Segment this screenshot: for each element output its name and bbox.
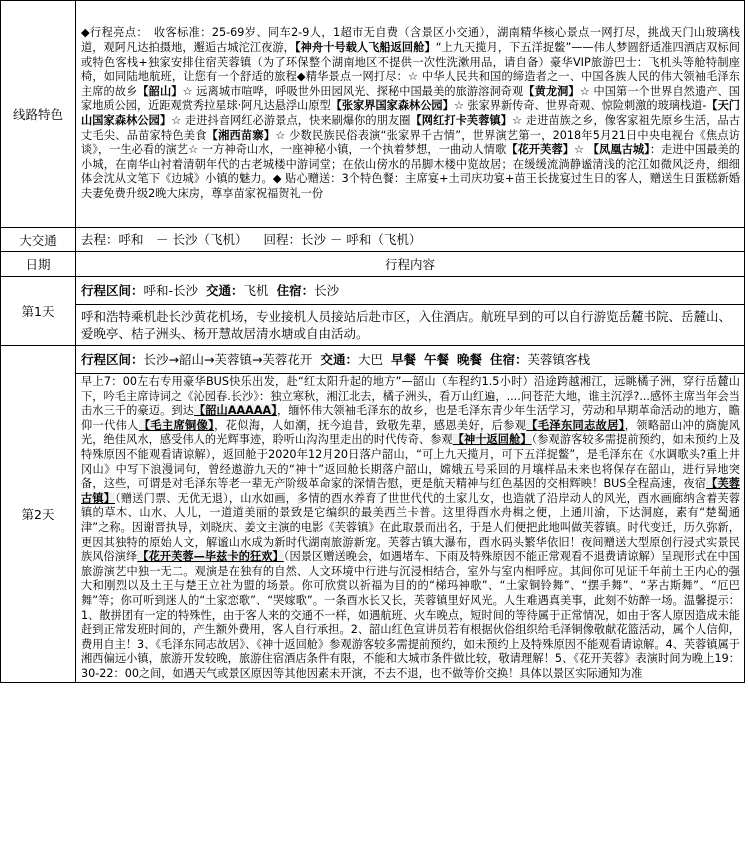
highlight-shaoshan: 【韶山】 <box>137 84 183 98</box>
highlight-miaozhai: 【湘西苗寨】 <box>206 128 276 142</box>
header-row <box>1 252 745 277</box>
itinerary-header: 行程内容 <box>76 252 745 277</box>
day2-label: 第2天 <box>1 346 76 683</box>
date-header: 日期 <box>1 252 76 277</box>
transport-content <box>76 228 745 252</box>
day1-desc: 呼和浩特乘机赴长沙黄花机场，专业接机人员接站后赴市区，入住酒店。航班早到的可以自行游览岳麓书院、岳麓山、爱晚亭、桔子洲头、杨开慧故居清水塘或自由活动。 <box>76 305 745 346</box>
features-content: ◆行程亮点： 收客标准：25-69岁、同车2-9人，1超市无自费（含景区小交通），湖南精华核心景点一网打尽，挑战天门山玻璃栈道，观阿凡达拍摄地，邂逅古城沱江夜游，【神舟十号载人飞船返回舱】“上九天揽月，下五洋捉鳖”——伟人梦圆舒适准四酒店双标间或特色客栈+独家安排住宿芙蓉镇（为了环保整个湖南地区不提供一次性洗漱用品，请自备）豪华VIP旅游巴士：飞机头等舱特制座椅，如同陆地航班，让您有一个舒适的旅程◆精华景点一网打尽：☆ 中华人民共和国的缔造者之一、中国各族人民的伟大领袖毛泽东主席的故乡【韶山】☆ 远离城市喧哗，呼吸世外田园风光、探秘中国最美的旅游溶洞奇观【黄龙洞】☆ 中国第一个世界自然遗产、国家地质公园，近距观赏秀拉星球·阿凡达悬浮山原型【张家界国家森林公园】☆ 张家界新传奇、世界奇观、惊险刺激的玻璃栈道-【天门山国家森林公园】☆ 走进抖音网红必游景点，快来刷爆你的朋友圈【网红打卡芙蓉镇】☆ 走进苗族之乡，像客家祖先原乡生活，品古丈毛尖、品苗家特色美食【湘西苗寨】☆ 少数民族民俗表演“张家界千古情”，世界演艺第一，2018年5月21日中央电视台《焦点访谈》，一生必看的演艺☆ 一方神奇山水，一座神秘小镇，一个执着梦想，一曲动人情歌【花开芙蓉】☆ 【凤凰古城】：走进中国最美的小城，在南华山衬着清朝年代的古老城楼中游词堂；在依山傍水的吊脚木楼中览故居；在缓缓流淌静谧清浅的沱江如微风泛舟，细细体会沈从文笔下《边城》小镇的魅力。◆ 贴心赠送：3个特色餐：主席宴+土司庆功宴+苗王长拢宴过生日的客人，赠送生日蛋糕新婚夫妻免费升级2晚大床房，尊享苗家祝福贺礼一份 <box>76 1 745 228</box>
transport-back: 回程：长沙 － 呼和（飞机） <box>263 232 422 247</box>
day2-desc: 早上7：00左右专用豪华BUS快乐出发，赴“红太阳升起的地方”—韶山（车程约1.5小时）沿途跨越湘江，远眺橘子洲，穿行岳麓山下，吟毛主席诗词之《沁园春.长沙》：独立寒秋，湘江北去，橘子洲头，看万山红遍，....问苍茫大地，谁主沉浮?...感怀主席当年会当击水三千的豪迈。到达【韶山AAAAA】，缅怀伟大领袖毛泽东的故乡，也是毛泽东青少年生活学习，劳动和早期革命活动的地方，瞻仰一代伟人【毛主席铜像】，花似海，人如潮，抚今追昔，致敬先辈，感恩美好，后参观【毛泽东同志故居】，领略韶山冲的旖旎风光，绝佳风水，感受伟人的光辉事迹，聆听山沟沟里走出的时代传奇、参观【神十返回舱】（参观游客较多需提前预约，如未预约上及特殊原因不能观看请谅解），返回舱于2020年12月20日落户韶山，“可上九天揽月，可下五洋捉鳖”，是毛泽东在《水调歌头?重上井冈山》中写下浪漫词句，曾经遨游九天的“神十”返回舱长期落户韶山，嫦娥五号采回的月壤样品未来也将保存在韶山，进行异地突备，这些，可谓是对毛泽东等老一辈无产阶级革命家的深情告慰，更是航天精神与红色基因的交相辉映！BUS全程高速，夜宿【芙蓉古镇】（赠送门票、无优无退），山水如画，多情的酉水养育了世世代代的土家儿女，也造就了沿岸动人的风光，酉水画廊纳含着芙蓉镇的草木、山水、人儿，一道道美丽的景致是它编织的最美西兰卡普。这里得酉水舟楫之便，上通川渝，下达洞庭，素有“楚蜀通津”之称。因谢晋执导，刘晓庆、姜文主演的电影《芙蓉镇》在此取景而出名，于是人们便把此地叫做芙蓉镇。时代变迁，历久弥新，更因其独特的原始人文，解谧山水成为新时代湖南旅游新宠。芙蓉古镇大瀑布，酉水码头繁华依旧！夜间赠送大型原创行浸式实景民族风俗演绎【花开芙蓉—毕兹卡的狂欢】（因景区赠送晚会，如遇堵车、下雨及特殊原因不能正常观看不退费请谅解）呈现形式在中国旅游演艺中独一无二。观演是在独有的自然、人文环境中行进与沉浸相结合，室外与室内相呼应。其间你可见证千年前土王内心的强大和刚烈以及土王与楚王立社为盟的场景。你可欣赏以祈福为目的的“梯玛神歌”、“土家铜铃舞”、“摆手舞”、“茅古斯舞”、“厄巴舞”等；你可听到迷人的“土家恋歌”、“哭嫁歌”。一条酉水长又长，芙蓉镇里好风光。人生难遇真美事，此刻不妨醉一场。温馨提示：1、散拼团有一定的特殊性，由于客人来的交通不一样，如遇航班、火车晚点，短时间的等待属于正常情况，如由于客人原因造成未能赶到正常发班时间的，产生额外费用，客人自行承担。2、韶山红色宣讲员若有根据伙俗组织给毛泽铜像敬献花篮活动，属个人信仰，费用自主！3、《毛泽东同志故居》、《神十返回舱》参观游客较多需提前预约，如未预约上及特殊原因不能观看请谅解。4、芙蓉镇属于湘西偏远小镇，旅游开发较晚，旅游住宿酒店条件有限，不能和大城市条件做比较，敬请理解！5、《花开芙蓉》表演时间为晚上19：30-22：00之间，如遇天气或景区原因等其他因素未开演，不去不退，也不做等价交换！具体以景区实际通知为准 <box>76 374 745 683</box>
highlight-shenshi-capsule: 【神十返回舱】 <box>452 433 532 447</box>
highlight-fenghuang: 【凤凰古城】 <box>587 143 650 157</box>
day1-desc-row <box>1 305 745 346</box>
highlight-tianmen: 【天门山国家森林公园】 <box>81 99 740 127</box>
transport-go: 去程：呼和 － 长沙（飞机） <box>81 232 248 247</box>
highlight-shaoshan-5a: 【韶山AAAAA】 <box>193 404 277 418</box>
day1-label: 第1天 <box>1 277 76 346</box>
features-label: 线路特色 <box>1 1 76 228</box>
highlight-furong-town: 【芙蓉古镇】 <box>81 477 740 505</box>
highlight-mao-residence: 【毛泽东同志故居】 <box>526 418 625 432</box>
highlight-spaceship: 【神舟十号载人飞船返回舱】 <box>294 41 436 55</box>
transport-label: 大交通 <box>1 228 76 252</box>
highlight-huakai: 【花开芙蓉】 <box>506 143 575 157</box>
highlight-show: 【花开芙蓉—毕兹卡的狂欢】 <box>137 550 284 564</box>
day1-bar-row <box>1 277 745 305</box>
highlight-mao-statue: 【毛主席铜像】 <box>138 418 215 432</box>
day1-bar: 行程区间：呼和-长沙 交通：飞机 住宿：长沙 <box>76 277 745 305</box>
highlight-furong: 【网红打卡芙蓉镇】 <box>410 114 513 127</box>
features-row <box>1 1 745 228</box>
day2-desc-row <box>1 374 745 683</box>
highlight-huanglong: 【黄龙洞】 <box>523 84 580 98</box>
day2-bar: 行程区间：长沙→韶山→芙蓉镇→芙蓉花开 交通：大巴 早餐 午餐 晚餐 住宿：芙蓉镇客栈 <box>76 346 745 374</box>
highlight-zhangjiajie: 【张家界国家森林公园】 <box>330 99 454 113</box>
day2-bar-row <box>1 346 745 374</box>
transport-row <box>1 228 745 252</box>
